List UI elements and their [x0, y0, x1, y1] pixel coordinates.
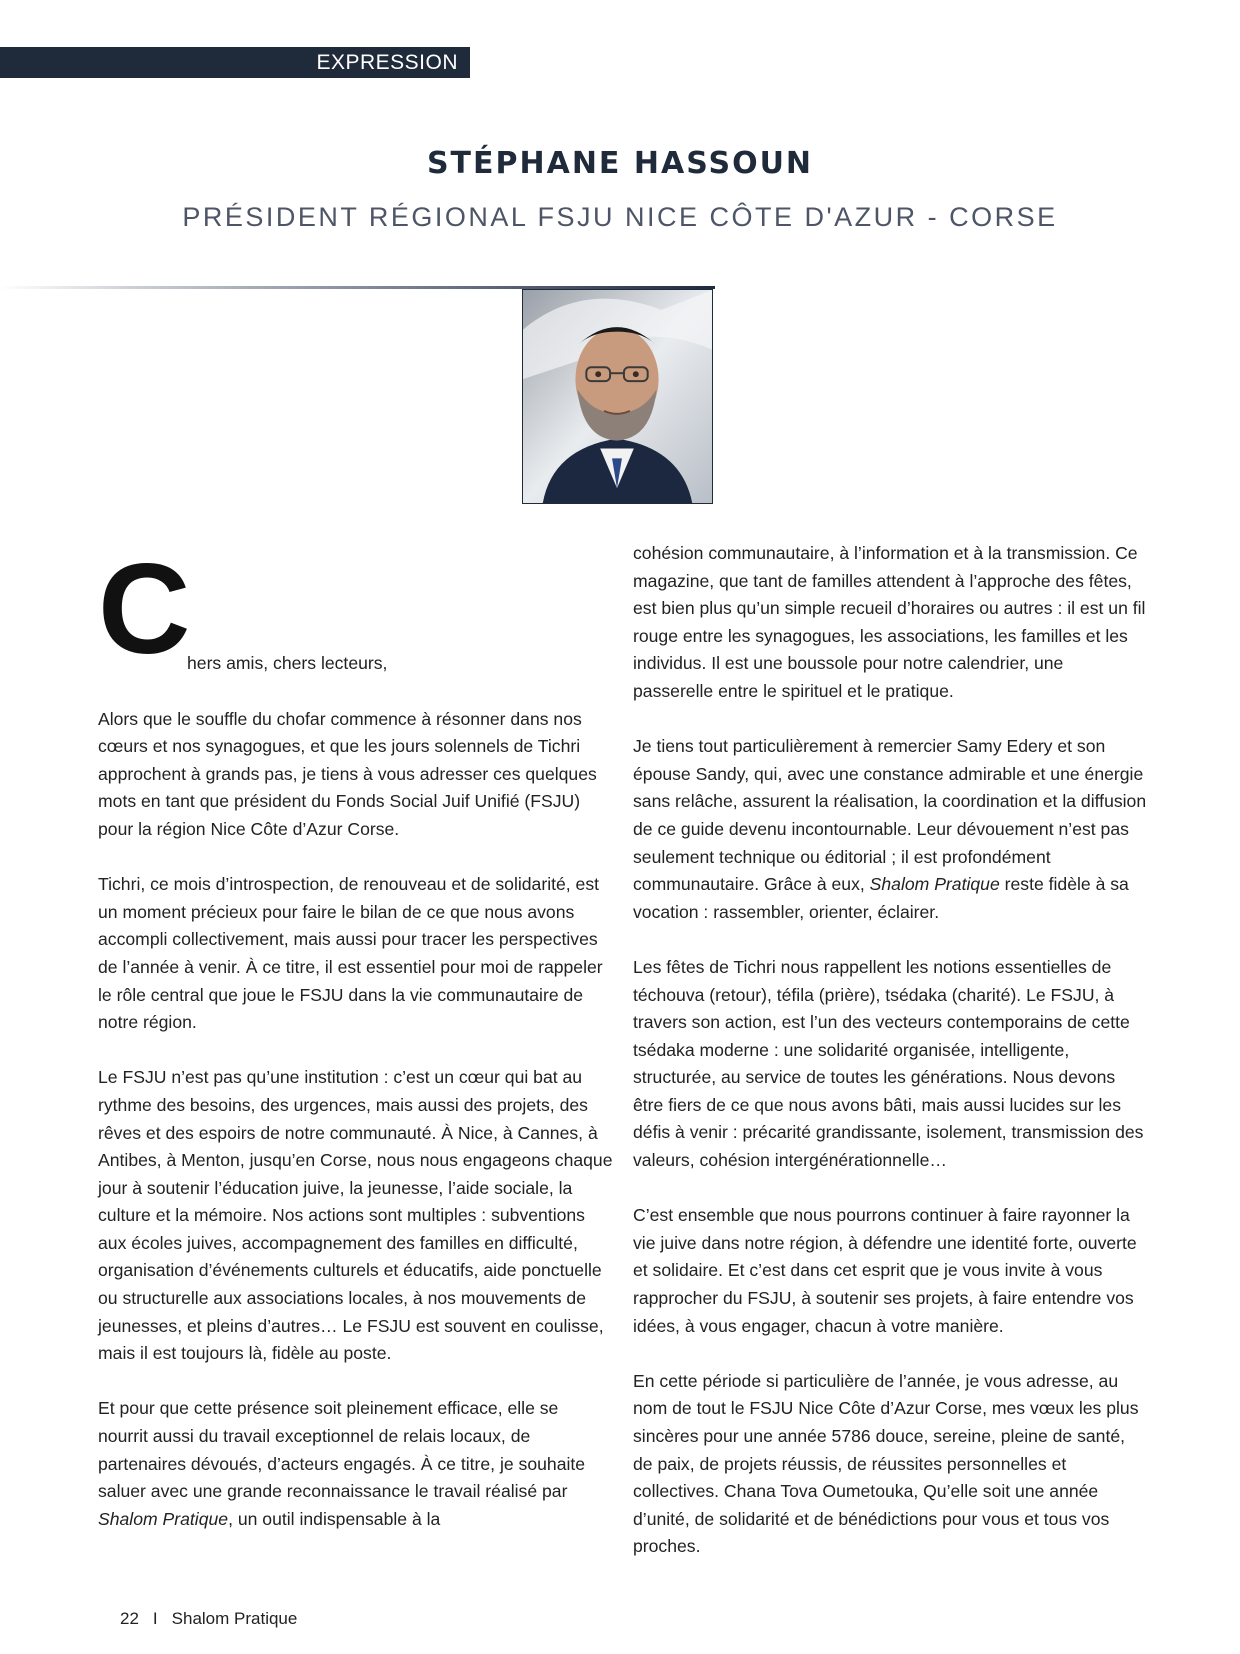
paragraph — [98, 1395, 613, 1533]
author-name: STÉPHANE HASSOUN — [426, 146, 814, 181]
page-number: 22 — [120, 1609, 139, 1628]
publication-name: Shalom Pratique — [171, 1609, 298, 1628]
paragraph: Les fêtes de Tichri nous rappellent les notions essentielles de téchouva (retour), téfila (prière), tsédaka (charité). Le FSJU, à travers son action, est l’un des vecteurs contemporains de cette tsédaka moderne : une solidarité organisée, intelligente, structurée, au service de toutes les générations. Nous devons être fiers de ce que nous avons bâti, mais aussi lucides sur les défis à venir : précarité grandissante, isolement, transmission des valeurs, cohésion intergénérationnelle… — [633, 956, 1144, 1171]
author-portrait — [522, 289, 713, 504]
paragraph: cohésion communautaire, à l’information et à la transmission. Ce magazine, que tant de familles attendent à l’approche des fêtes, est bien plus qu’un simple recueil d’horaires ou autres : il est un fil rouge entre les synagogues, les associations, les familles et les individus. Il est une boussole pour notre calendrier, une passerelle entre le spirituel et le pratique. — [633, 543, 1146, 701]
magazine-title: Shalom Pratique — [98, 1508, 229, 1529]
paragraph: Tichri, ce mois d’introspection, de renouveau et de solidarité, est un moment précieux pour faire le bilan de ce que nous avons accompli collectivement, mais aussi pour tracer les perspectives de l’année à venir. À ce titre, il est essentiel pour moi de rappeler le rôle central que joue le FSJU dans la vie communautaire de notre région. — [98, 874, 603, 1033]
paragraph-text: Et pour que cette présence soit pleinement efficace, elle se nourrit aussi du travail exceptionnel de relais locaux, de partenaires dévoués, d’acteurs engagés. À ce titre, je souhaite saluer avec une grande reconnaissance le travail réalisé par — [98, 1398, 586, 1502]
paragraph-text: reste fidèle à sa vocation : rassembler, orienter, éclairer. — [633, 874, 1129, 922]
footer-separator: I — [152, 1609, 158, 1628]
magazine-title: Shalom Pratique — [869, 874, 1000, 895]
paragraph: En cette période si particulière de l’année, je vous adresse, au nom de tout le FSJU Nice Côte d’Azur Corse, mes vœux les plus sincères pour une année 5786 douce, sereine, pleine de santé, de paix, de projets réussis, de réussites personnelles et collectives. Chana Tova Oumetouka, Qu’elle soit une année d’unité, de solidarité et de bénédictions pour vous et tous vos proches. — [633, 1370, 1139, 1557]
paragraph-text: , un outil indispensable à la — [228, 1508, 441, 1529]
author-role: PRÉSIDENT RÉGIONAL FSJU NICE CÔTE D'AZUR - CORSE — [182, 202, 1058, 232]
section-label: EXPRESSION — [316, 51, 458, 74]
article-column-right — [633, 540, 1148, 1589]
opening-line — [98, 538, 613, 681]
paragraph: Alors que le souffle du chofar commence à résonner dans nos cœurs et nos synagogues, et que les jours solennels de Tichri approchent à grands pas, je tiens à vous adresser ces quelques mots en tant que président du Fonds Social Juif Unifié (FSJU) pour la région Nice Côte d’Azur Corse. — [98, 708, 597, 839]
article-column-left — [98, 540, 613, 1561]
paragraph-text: Je tiens tout particulièrement à remercier Samy Edery et son épouse Sandy, qui, avec une constance admirable et une énergie sans relâche, assurent la réalisation, la coordination et la diffusion de ce guide devenu incontournable. Leur dévouement n’est pas seulement technique ou éditorial ; il est profondément communautaire. Grâce à eux, — [633, 736, 1147, 895]
paragraph — [633, 733, 1148, 926]
paragraph: Le FSJU n’est pas qu’une institution : c’est un cœur qui bat au rythme des besoins, des urgences, mais aussi des projets, des rêves et des espoirs de notre communauté. À Nice, à Cannes, à Antibes, à Menton, jusqu’en Corse, nous nous engageons chaque jour à soutenir l’éducation juive, la jeunesse, l’aide sociale, la culture et la mémoire. Nos actions sont multiples : subventions aux écoles juives, accompagnement des familles en difficulté, organisation d’événements culturels et éducatifs, aide ponctuelle ou structurelle aux associations locales, à nos mouvements de jeunesses, et pleins d’autres… Le FSJU est souvent en coulisse, mais il est toujours là, fidèle au poste. — [98, 1067, 613, 1364]
portrait-illustration — [523, 290, 712, 503]
paragraph: C’est ensemble que nous pourrons continuer à faire rayonner la vie juive dans notre région, à défendre une identité forte, ouverte et solidaire. Et c’est dans cet esprit que je vous invite à vous rapprocher du FSJU, à soutenir ses projets, à faire entendre vos idées, à vous engager, chacun à votre manière. — [633, 1205, 1137, 1336]
section-band — [0, 47, 470, 78]
drop-cap: C — [98, 538, 191, 681]
page-footer — [120, 1609, 297, 1629]
salutation: hers amis, chers lecteurs, — [187, 653, 388, 673]
